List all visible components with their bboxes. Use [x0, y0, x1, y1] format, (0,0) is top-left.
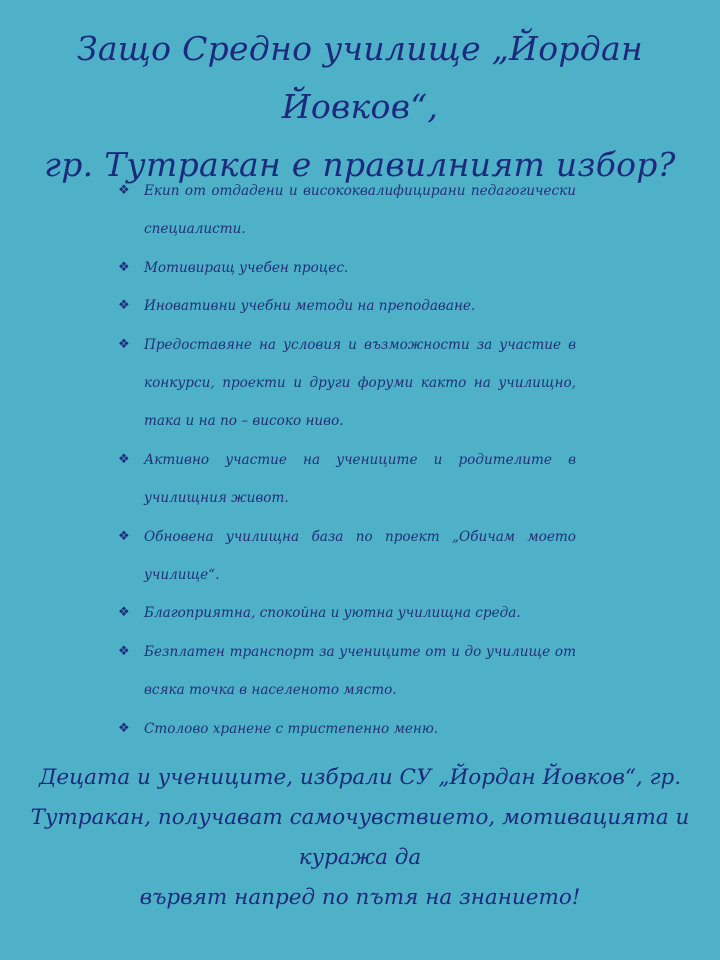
list-item: [118, 441, 576, 518]
diamond-bullet-icon: ❖: [118, 528, 130, 544]
diamond-bullet-icon: ❖: [118, 298, 130, 314]
list-item-text: Столово хранене с тристепенно меню.: [144, 720, 439, 737]
list-item-text: Мотивиращ учебен процес.: [144, 259, 349, 276]
diamond-bullet-icon: ❖: [118, 720, 130, 736]
list-item-text: Обновена училищна база по проект „Обичам моето училище“.: [144, 528, 576, 584]
closing-line-3: вървят напред по пътя на знанието!: [139, 885, 581, 910]
list-item-text: Екип от отдадени и висококвалифицирани педагогически специалисти.: [144, 183, 576, 238]
diamond-bullet-icon: ❖: [118, 451, 130, 467]
list-item-text: Иновативни учебни методи на преподаване.: [144, 298, 476, 315]
closing-statement: [8, 758, 712, 918]
list-item-text: Безплатен транспорт за учениците от и до училище от всяка точка в населеното място.: [144, 643, 576, 699]
closing-line-2: Тутракан, получават самочувствието, мотивацията и куража да: [30, 805, 690, 870]
diamond-bullet-icon: ❖: [118, 183, 130, 198]
diamond-bullet-icon: ❖: [118, 605, 130, 621]
list-item: [118, 518, 576, 595]
title-line-2: гр. Тутракан е правилният избор?: [44, 145, 676, 184]
list-item: [118, 172, 576, 249]
diamond-bullet-icon: ❖: [118, 336, 130, 352]
list-item-text: Активно участие на учениците и родителите в училищния живот.: [144, 451, 576, 507]
diamond-bullet-icon: ❖: [118, 259, 130, 275]
list-item-text: Предоставяне на условия и възможности за участие в конкурси, проекти и други форуми както на училищно, така и на по – високо ниво.: [144, 336, 576, 430]
advantages-list: [118, 172, 576, 748]
list-item: [118, 326, 576, 441]
diamond-bullet-icon: ❖: [118, 643, 130, 659]
title-line-1: Защо Средно училище „Йордан Йовков“,: [76, 29, 644, 126]
list-item: [118, 249, 576, 287]
list-item: [118, 633, 576, 710]
list-item: [118, 287, 576, 325]
list-item: [118, 594, 576, 632]
list-item-text: Благоприятна, спокойна и уютна училищна среда.: [144, 605, 521, 622]
page-title: [10, 20, 710, 194]
closing-line-1: Децата и учениците, избрали СУ „Йордан Йовков“, гр.: [38, 765, 682, 790]
list-item: [118, 710, 576, 748]
